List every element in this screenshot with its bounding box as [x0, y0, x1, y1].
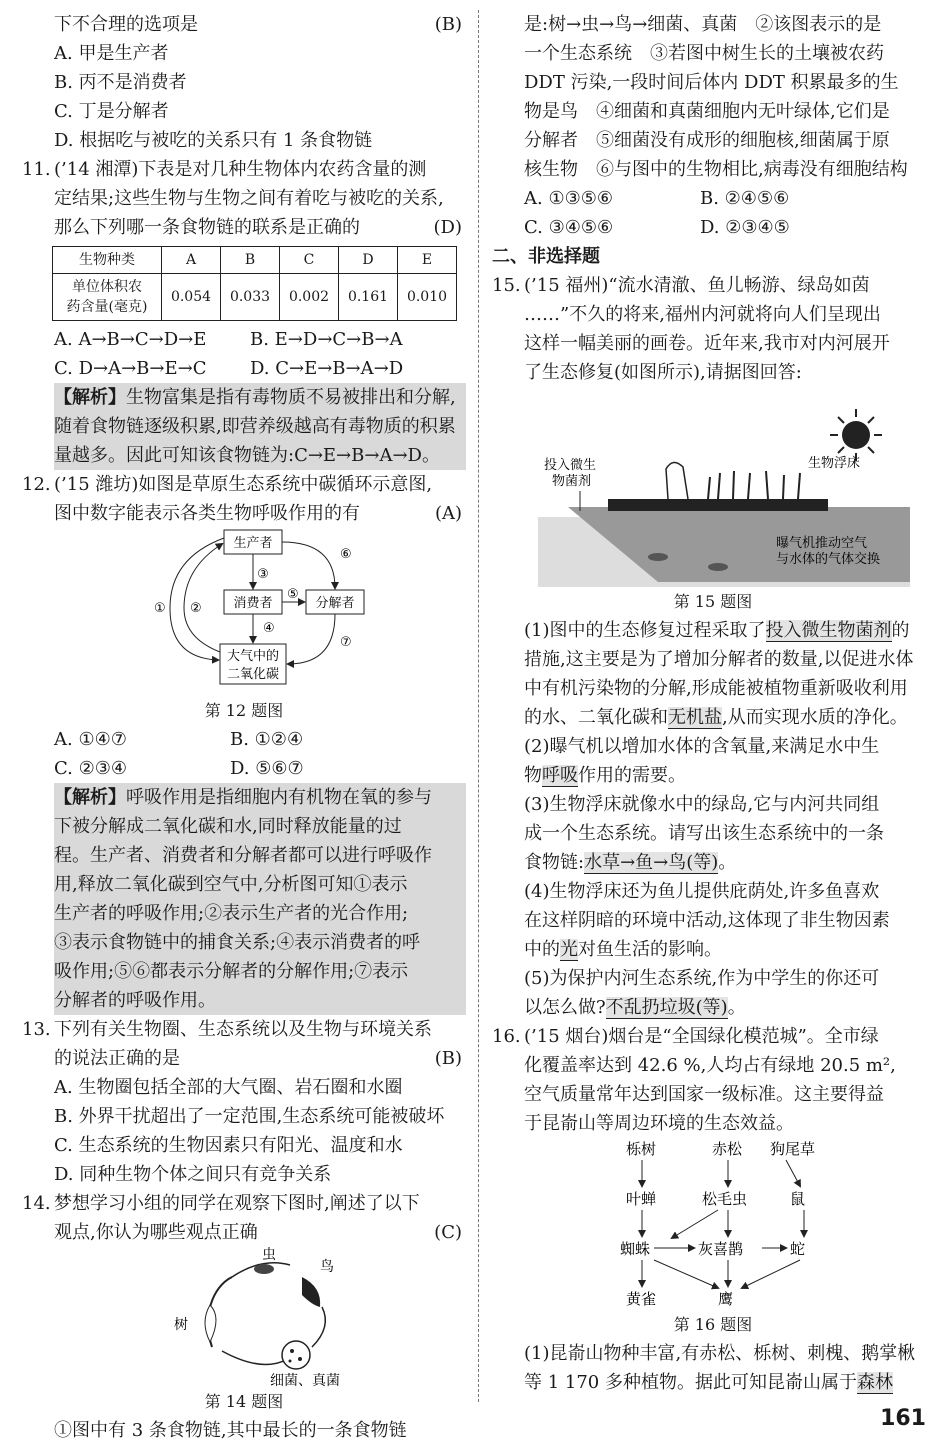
q14-options-row-2: C. ③④⑤⑥ D. ②③④⑤: [524, 217, 790, 238]
q13-option-d: D. 同种生物个体之间只有竞争关系: [54, 1164, 332, 1185]
table-cell: 0.002: [280, 274, 339, 321]
q15-p3-line-3: 食物链:水草→鱼→鸟(等)。: [524, 852, 737, 873]
table-header: D: [339, 247, 398, 274]
river-restoration-illustration: [538, 387, 910, 587]
table-row-label: 单位体积农 药含量(毫克): [53, 274, 162, 321]
q10-option-a: A. 甲是生产者: [54, 43, 169, 64]
q15-line-2: ……”不久的将来,福州内河就将向人们呈现出: [524, 304, 881, 325]
q12-analysis: 【解析】呼吸作用是指细胞内有机物在氧的参与 下被分解成二氧化碳和水,同时释放能量的过 程。生产者、消费者和分解者都可以进行呼吸作 用,释放二氧化碳到空气中,分析图可知①表示 生产者的呼吸作用;②表示生产者的光合作用; ③表示食物链中的捕食关系;④表示消费者的呼 吸作用;⑤⑥都表示分解者的分解作用;⑦表示 分解者的呼吸作用。: [54, 783, 466, 1015]
atmosphere-box-line-1: 大气中的: [226, 649, 280, 664]
q10-option-c: C. 丁是分解者: [54, 101, 169, 122]
q12-options-row-1: A. ①④⑦ B. ①②④: [54, 729, 304, 750]
web-pine: 赤松: [712, 1140, 743, 1158]
q15-answer-1: 投入微生物菌剂: [765, 620, 892, 641]
web-caterpillar: 松毛虫: [702, 1190, 748, 1208]
svg-text:④: ④: [263, 621, 275, 636]
svg-text:③: ③: [257, 567, 269, 582]
bird-label: 鸟: [320, 1259, 334, 1275]
q14-statement-3: DDT 污染,一段时间后体内 DDT 积累最多的生: [524, 72, 899, 93]
table-header: C: [280, 247, 339, 274]
q15-p4-line-3: 中的光对鱼生活的影响。: [524, 939, 722, 960]
q14-caption: 第 14 题图: [204, 1392, 284, 1411]
q14-statement-6: 核生物 ⑥与图中的生物相比,病毒没有细胞结构: [524, 159, 908, 180]
q13-answer: (B): [434, 1048, 462, 1069]
left-column: [22, 10, 466, 1445]
q16-caption: 第 16 题图: [673, 1315, 753, 1334]
q14-line-1: 14. 梦想学习小组的同学在观察下图时,阐述了以下: [22, 1193, 420, 1214]
web-leafhopper: 叶蝉: [626, 1190, 657, 1208]
q12-options-row-2: C. ②③④ D. ⑤⑥⑦: [54, 758, 304, 779]
float-label: 生物浮床: [808, 456, 861, 471]
table-cell: 0.033: [221, 274, 280, 321]
q16-line-4: 于昆嵛山等周边环境的生态效益。: [524, 1113, 794, 1134]
q14-line-2: 观点,你认为哪些观点正确 (C): [22, 1218, 466, 1247]
q15-p4-line-2: 在这样阴暗的环境中活动,这体现了非生物因素: [524, 910, 890, 931]
q16-p1-line-1: (1)昆嵛山物种丰富,有赤松、栎树、刺槐、鹅掌楸: [524, 1343, 916, 1364]
q12-answer: (A): [434, 503, 462, 524]
section-heading: 二、非选择题: [492, 246, 600, 267]
q15-answer-2: 无机盐: [668, 707, 722, 728]
table-cell: 0.161: [339, 274, 398, 321]
q15-line-1: 15. (’15 福州)“流水清澈、鱼儿畅游、绿岛如茵: [492, 275, 870, 296]
table-cell: 0.054: [162, 274, 221, 321]
q11-analysis: 【解析】生物富集是指有毒物质不易被排出和分解, 随着食物链逐级积累,即营养级越高有毒物质的积累 量越多。因此可知该食物链为:C→E→B→A→D。: [54, 383, 466, 470]
carbon-cycle-diagram: [150, 528, 390, 696]
q14-statement-5: 分解者 ⑤细菌没有成形的细胞核,细菌属于原: [524, 130, 890, 151]
q16-p1-line-2: 等 1 170 多种植物。据此可知昆嵛山属于森林: [524, 1372, 893, 1393]
q10-option-b: B. 丙不是消费者: [54, 72, 187, 93]
svg-text:②: ②: [190, 601, 202, 616]
svg-text:⑦: ⑦: [340, 635, 352, 650]
q11-line-2: 定结果;这些生物与生物之间有着吃与被吃的关系,: [54, 188, 444, 209]
q15-answer-6: 不乱扔垃圾(等): [605, 997, 728, 1018]
q16-line-2: 化覆盖率达到 42.6 %,人均占有绿地 20.5 m²,: [524, 1055, 896, 1076]
web-foxtail: 狗尾草: [770, 1140, 816, 1158]
q15-p2-line-1: (2)曝气机以增加水体的含氧量,来满足水中生: [524, 736, 880, 757]
svg-text:①: ①: [154, 601, 166, 616]
atmosphere-box-line-2: 二氧化碳: [226, 667, 280, 682]
decomposer-box: 分解者: [315, 596, 355, 611]
web-spider: 蜘蛛: [620, 1240, 651, 1258]
q13-option-a: A. 生物圈包括全部的大气圈、岩石圈和水圈: [54, 1077, 403, 1098]
web-magpie: 灰喜鹊: [698, 1240, 744, 1258]
q13-option-c: C. 生态系统的生物因素只有阳光、温度和水: [54, 1135, 403, 1156]
q14-statement-start: ①图中有 3 条食物链,其中最长的一条食物链: [54, 1420, 407, 1441]
q12-caption: 第 12 题图: [204, 701, 284, 720]
q15-p5-line-2: 以怎么做?不乱扔垃圾(等)。: [524, 997, 746, 1018]
q15-answer-5: 光: [560, 939, 578, 960]
q15-p2-line-2: 物呼吸作用的需要。: [524, 765, 686, 786]
web-oak: 栎树: [626, 1140, 657, 1158]
web-mouse: 鼠: [790, 1190, 806, 1208]
table-header: 生物种类: [53, 247, 162, 274]
q15-p3-line-1: (3)生物浮床就像水中的绿岛,它与内河共同组: [524, 794, 880, 815]
food-chain-illustration: [172, 1247, 352, 1387]
table-header: B: [221, 247, 280, 274]
q11-options-row-1: A. A→B→C→D→E B. E→D→C→B→A: [54, 329, 403, 350]
q12-line-1: 12. (’15 潍坊)如图是草原生态系统中碳循环示意图,: [22, 474, 433, 495]
q11-line-3: 那么下列哪一条食物链的联系是正确的 (D): [22, 213, 466, 242]
svg-text:⑥: ⑥: [340, 547, 352, 562]
q15-p1-line-3: 中有机污染物的分解,形成能被植物重新吸收利用: [524, 678, 908, 699]
q14-answer: (C): [434, 1222, 462, 1243]
q14-options-row-1: A. ①③⑤⑥ B. ②④⑤⑥: [524, 188, 790, 209]
table-header: A: [162, 247, 221, 274]
page-number: 161: [880, 1406, 926, 1431]
q11-line-1: 11. (’14 湘潭)下表是对几种生物体内农药含量的测: [22, 159, 427, 180]
q15-p1-line-1: (1)图中的生态修复过程采取了投入微生物菌剂的: [524, 620, 910, 641]
table-cell: 0.010: [398, 274, 457, 321]
food-web-diagram: [606, 1138, 846, 1310]
aerator-label-2: 与水体的气体交换: [776, 552, 881, 567]
q16-line-3: 空气质量常年达到国家一级标准。这主要得益: [524, 1084, 884, 1105]
q13-line-2: 的说法正确的是 (B): [22, 1044, 466, 1073]
right-column: [492, 10, 934, 1397]
web-snake: 蛇: [790, 1240, 806, 1258]
q12-line-2: 图中数字能表示各类生物呼吸作用的有 (A): [22, 499, 466, 528]
q11-options-row-2: C. D→A→B→E→C D. C→E→B→A→D: [54, 358, 404, 379]
producer-box: 生产者: [233, 536, 273, 551]
q15-p4-line-1: (4)生物浮床还为鱼儿提供庇荫处,许多鱼喜欢: [524, 881, 880, 902]
q15-p1-line-2: 措施,这主要是为了增加分解者的数量,以促进水体: [524, 649, 914, 670]
tree-label: 树: [174, 1317, 188, 1333]
q10-option-d: D. 根据吃与被吃的关系只有 1 条食物链: [54, 130, 373, 151]
q14-statement-2: 一个生态系统 ③若图中树生长的土壤被农药: [524, 43, 884, 64]
svg-text:⑤: ⑤: [287, 587, 299, 602]
insect-label: 虫: [262, 1247, 276, 1263]
q14-statement-4: 物是鸟 ④细菌和真菌细胞内无叶绿体,它们是: [524, 101, 890, 122]
inject-label-2: 物菌剂: [552, 474, 592, 489]
q15-line-4: 了生态修复(如图所示),请据图回答:: [524, 362, 802, 383]
q16-line-1: 16. (’15 烟台)烟台是“全国绿化模范城”。全市绿: [492, 1026, 879, 1047]
q13-option-b: B. 外界干扰超出了一定范围,生态系统可能被破坏: [54, 1106, 445, 1127]
q15-p1-line-4: 的水、二氧化碳和无机盐,从而实现水质的净化。: [524, 707, 908, 728]
q16-answer-1: 森林: [856, 1372, 893, 1393]
aerator-label-1: 曝气机推动空气: [776, 536, 868, 551]
q10-answer: (B): [434, 14, 462, 35]
q15-p3-line-2: 成一个生态系统。请写出该生态系统中的一条: [524, 823, 884, 844]
q15-caption: 第 15 题图: [673, 592, 753, 611]
q10-stem-end: 下不合理的选项是 (B): [22, 10, 466, 39]
web-sparrow: 黄雀: [626, 1290, 657, 1308]
q15-answer-4: 水草→鱼→鸟(等): [584, 852, 719, 873]
pesticide-table: [52, 246, 457, 321]
microbe-label: 细菌、真菌: [270, 1373, 340, 1387]
q15-answer-3: 呼吸: [542, 765, 578, 786]
q15-p5-line-1: (5)为保护内河生态系统,作为中学生的你还可: [524, 968, 880, 989]
inject-label-1: 投入微生: [544, 458, 597, 473]
q13-line-1: 13. 下列有关生物圈、生态系统以及生物与环境关系: [22, 1019, 432, 1040]
column-divider: [478, 10, 479, 1402]
q14-statement-1: 是:树→虫→鸟→细菌、真菌 ②该图表示的是: [524, 14, 882, 35]
q11-answer: (D): [433, 217, 462, 238]
q15-line-3: 这样一幅美丽的画卷。近年来,我市对内河展开: [524, 333, 890, 354]
table-header: E: [398, 247, 457, 274]
web-hawk: 鹰: [718, 1290, 734, 1308]
consumer-box: 消费者: [233, 596, 273, 611]
